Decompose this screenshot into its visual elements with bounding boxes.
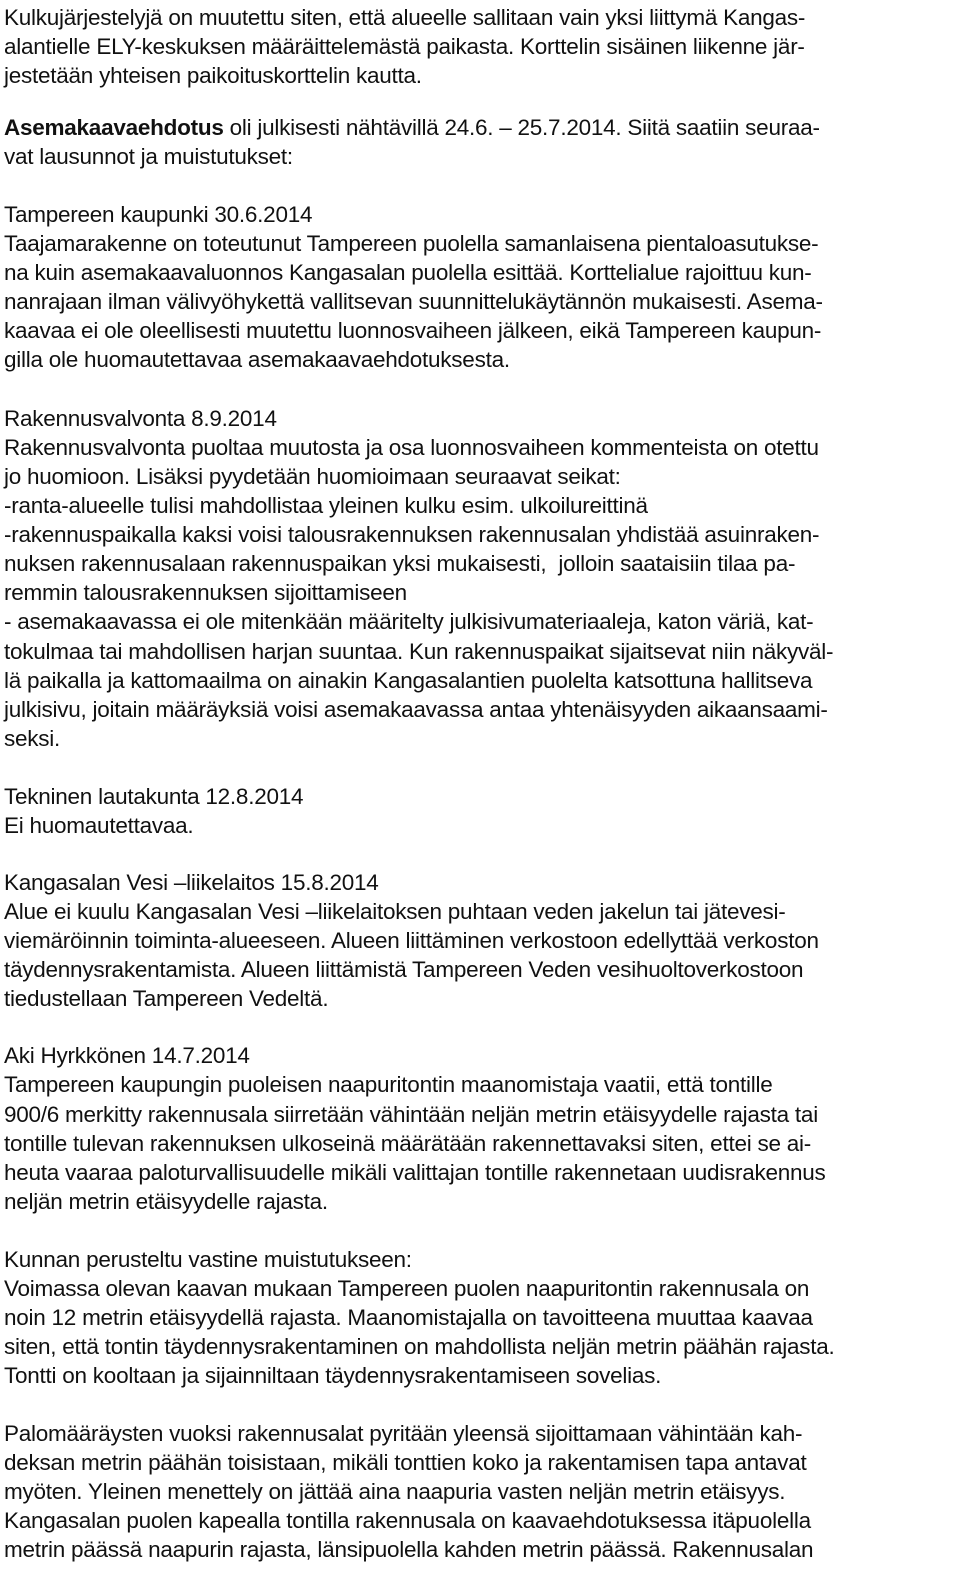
paragraph-line: tiedustellaan Tampereen Vedeltä. <box>4 986 329 1011</box>
paragraph-line: Alue ei kuulu Kangasalan Vesi –liikelaitoksen puhtaan veden jakelun tai jätevesi- <box>4 899 786 924</box>
bold-term: Asemakaavaehdotus <box>4 115 224 140</box>
section-heading: Rakennusvalvonta 8.9.2014 <box>4 406 277 431</box>
paragraph-line: alantielle ELY-keskuksen määräittelemästä paikasta. Korttelin sisäinen liikenne jär- <box>4 34 805 59</box>
paragraph-line: nuksen rakennusalaan rakennuspaikan yksi mukaisesti, jolloin saataisiin tilaa pa- <box>4 551 796 576</box>
section-heading: Tekninen lautakunta 12.8.2014 <box>4 784 304 809</box>
paragraph-line: Kulkujärjestelyjä on muutettu siten, että alueelle sallitaan vain yksi liittymä Kangas- <box>4 5 806 30</box>
paragraph-line: tontille tulevan rakennuksen ulkoseinä määrätään rakennettavaksi siten, ettei se ai- <box>4 1131 811 1156</box>
paragraph-line: vat lausunnot ja muistutukset: <box>4 144 293 169</box>
paragraph-line: julkisivu, joitain määräyksiä voisi asemakaavassa antaa yhtenäisyyden aikaansaami- <box>4 697 828 722</box>
section-heading: Kunnan perusteltu vastine muistutukseen: <box>4 1247 412 1272</box>
paragraph-line: myöten. Yleinen menettely on jättää aina naapuria vasten neljän metrin etäisyys. <box>4 1479 786 1504</box>
paragraph-line: viemäröinnin toiminta-alueeseen. Alueen liittäminen verkostoon edellyttää verkoston <box>4 928 819 953</box>
paragraph-line: -rakennuspaikalla kaksi voisi talousrakennuksen rakennusalan yhdistää asuinraken- <box>4 522 820 547</box>
paragraph-line: - asemakaavassa ei ole mitenkään määritelty julkisivumateriaaleja, katon väriä, kat- <box>4 609 814 634</box>
paragraph-line: tokulmaa tai mahdollisen harjan suuntaa. Kun rakennuspaikat sijaitsevat niin näkyväl- <box>4 639 834 664</box>
paragraph-line: siten, että tontin täydennysrakentaminen on mahdollista neljän metrin päähän rajasta. <box>4 1334 835 1359</box>
paragraph-line: kaavaa ei ole oleellisesti muutettu luonnosvaiheen jälkeen, eikä Tampereen kaupun- <box>4 318 822 343</box>
paragraph-line: lä paikalla ja kattomaailma on ainakin Kangasalantien puolelta katsottuna hallitseva <box>4 668 813 693</box>
paragraph-line: täydennysrakentamista. Alueen liittämistä Tampereen Veden vesihuoltoverkostoon <box>4 957 804 982</box>
paragraph-line: Tampereen kaupungin puoleisen naapuritontin maanomistaja vaatii, että tontille <box>4 1072 773 1097</box>
paragraph-line: nanrajaan ilman välivyöhykettä vallitsevan suunnittelukäytännön mukaisesti. Asema- <box>4 289 823 314</box>
paragraph-line: Ei huomautettavaa. <box>4 813 194 838</box>
paragraph-line: Tontti on kooltaan ja sijainniltaan täydennysrakentamiseen sovelias. <box>4 1363 662 1388</box>
paragraph-line: Kangasalan puolen kapealla tontilla rakennusala on kaavaehdotuksessa itäpuolella <box>4 1508 811 1533</box>
paragraph-line: seksi. <box>4 726 61 751</box>
paragraph-line: remmin talousrakennuksen sijoittamiseen <box>4 580 407 605</box>
paragraph-line: Taajamarakenne on toteutunut Tampereen puolella samanlaisena pientaloasutukse- <box>4 231 819 256</box>
paragraph-line: na kuin asemakaavaluonnos Kangasalan puolella esittää. Korttelialue rajoittuu kun- <box>4 260 812 285</box>
paragraph-line: jestetään yhteisen paikoituskorttelin kautta. <box>4 63 422 88</box>
section-heading: Kangasalan Vesi –liikelaitos 15.8.2014 <box>4 870 379 895</box>
paragraph-line: Voimassa olevan kaavan mukaan Tampereen puolen naapuritontin rakennusala on <box>4 1276 810 1301</box>
section-heading: Tampereen kaupunki 30.6.2014 <box>4 202 313 227</box>
paragraph-line: neljän metrin etäisyydelle rajasta. <box>4 1189 328 1214</box>
paragraph-line: -ranta-alueelle tulisi mahdollistaa yleinen kulku esim. ulkoilureittinä <box>4 493 648 518</box>
paragraph-line: metrin päässä naapurin rajasta, länsipuolella kahden metrin päässä. Rakennusalan <box>4 1537 814 1562</box>
line-text: oli julkisesti nähtävillä 24.6. – 25.7.2014. Siitä saatiin seuraa- <box>223 115 820 140</box>
paragraph-line: noin 12 metrin etäisyydellä rajasta. Maanomistajalla on tavoitteena muuttaa kaavaa <box>4 1305 813 1330</box>
paragraph-line: jo huomioon. Lisäksi pyydetään huomioimaan seuraavat seikat: <box>4 464 621 489</box>
paragraph-line: deksan metrin päähän toisistaan, mikäli tonttien koko ja rakentamisen tapa antavat <box>4 1450 807 1475</box>
section-heading: Aki Hyrkkönen 14.7.2014 <box>4 1043 250 1068</box>
paragraph-line <box>4 113 820 142</box>
paragraph-line: Palomääräysten vuoksi rakennusalat pyritään yleensä sijoittamaan vähintään kah- <box>4 1421 803 1446</box>
paragraph-line: gilla ole huomautettavaa asemakaavaehdotuksesta. <box>4 347 510 372</box>
paragraph-line: 900/6 merkitty rakennusala siirretään vähintään neljän metrin etäisyydelle rajasta tai <box>4 1102 818 1127</box>
paragraph-line: heuta vaaraa paloturvallisuudelle mikäli valittajan tontille rakennetaan uudisrakennus <box>4 1160 826 1185</box>
paragraph-line: Rakennusvalvonta puoltaa muutosta ja osa luonnosvaiheen kommenteista on otettu <box>4 435 819 460</box>
